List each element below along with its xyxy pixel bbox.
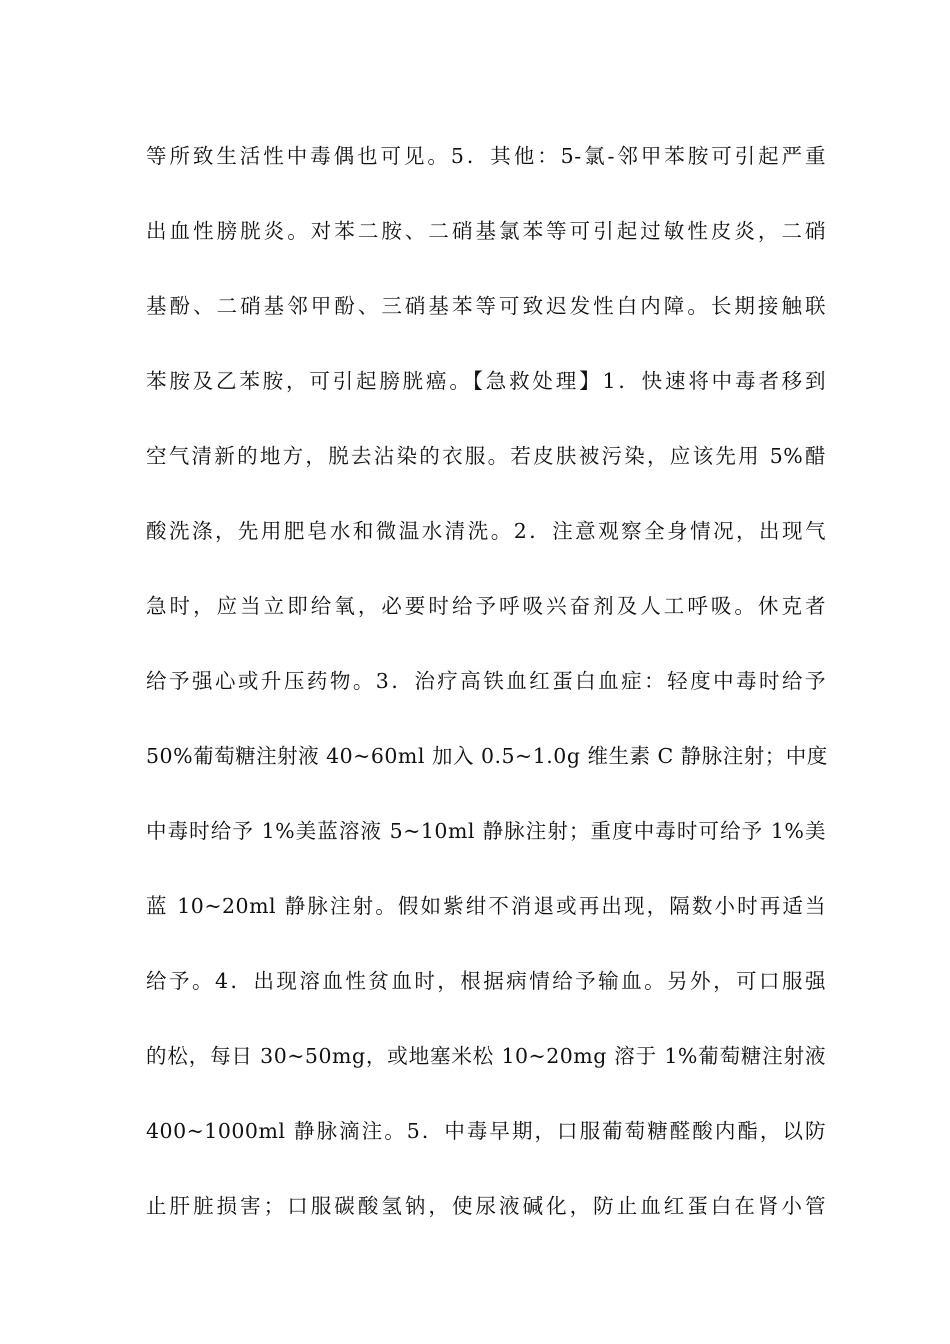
text-line: 空气清新的地方，脱去沾染的衣服。若皮肤被污染，应该先用 5%醋 (146, 444, 826, 468)
text-line: 蓝 10~20ml 静脉注射。假如紫绀不消退或再出现，隔数小时再适当 (146, 894, 826, 918)
text-line: 50%葡萄糖注射液 40~60ml 加入 0.5~1.0g 维生素 C 静脉注射；中度 (146, 744, 828, 768)
text-line: 400~1000ml 静脉滴注。5．中毒早期，口服葡萄糖醛酸内酯，以防 (146, 1119, 826, 1143)
text-line: 等所致生活性中毒偶也可见。5．其他：5-氯-邻甲苯胺可引起严重 (146, 144, 826, 168)
text-line: 基酚、二硝基邻甲酚、三硝基苯等可致迟发性白内障。长期接触联 (146, 294, 826, 318)
text-line: 给予强心或升压药物。3．治疗高铁血红蛋白血症：轻度中毒时给予 (146, 669, 826, 693)
text-line: 苯胺及乙苯胺，可引起膀胱癌。【急救处理】1．快速将中毒者移到 (146, 369, 826, 393)
text-line: 酸洗涤，先用肥皂水和微温水清洗。2．注意观察全身情况，出现气 (146, 519, 826, 543)
text-line: 中毒时给予 1%美蓝溶液 5~10ml 静脉注射；重度中毒时可给予 1%美 (146, 819, 826, 843)
text-line: 的松，每日 30~50mg，或地塞米松 10~20mg 溶于 1%葡萄糖注射液 (146, 1044, 826, 1068)
text-line: 出血性膀胱炎。对苯二胺、二硝基氯苯等可引起过敏性皮炎，二硝 (146, 219, 826, 243)
text-line: 止肝脏损害；口服碳酸氢钠，使尿液碱化，防止血红蛋白在肾小管 (146, 1194, 826, 1218)
text-line: 给予。4．出现溶血性贫血时，根据病情给予输血。另外，可口服强 (146, 969, 826, 993)
body-text (146, 136, 826, 1261)
text-line: 急时，应当立即给氧，必要时给予呼吸兴奋剂及人工呼吸。休克者 (146, 594, 826, 618)
